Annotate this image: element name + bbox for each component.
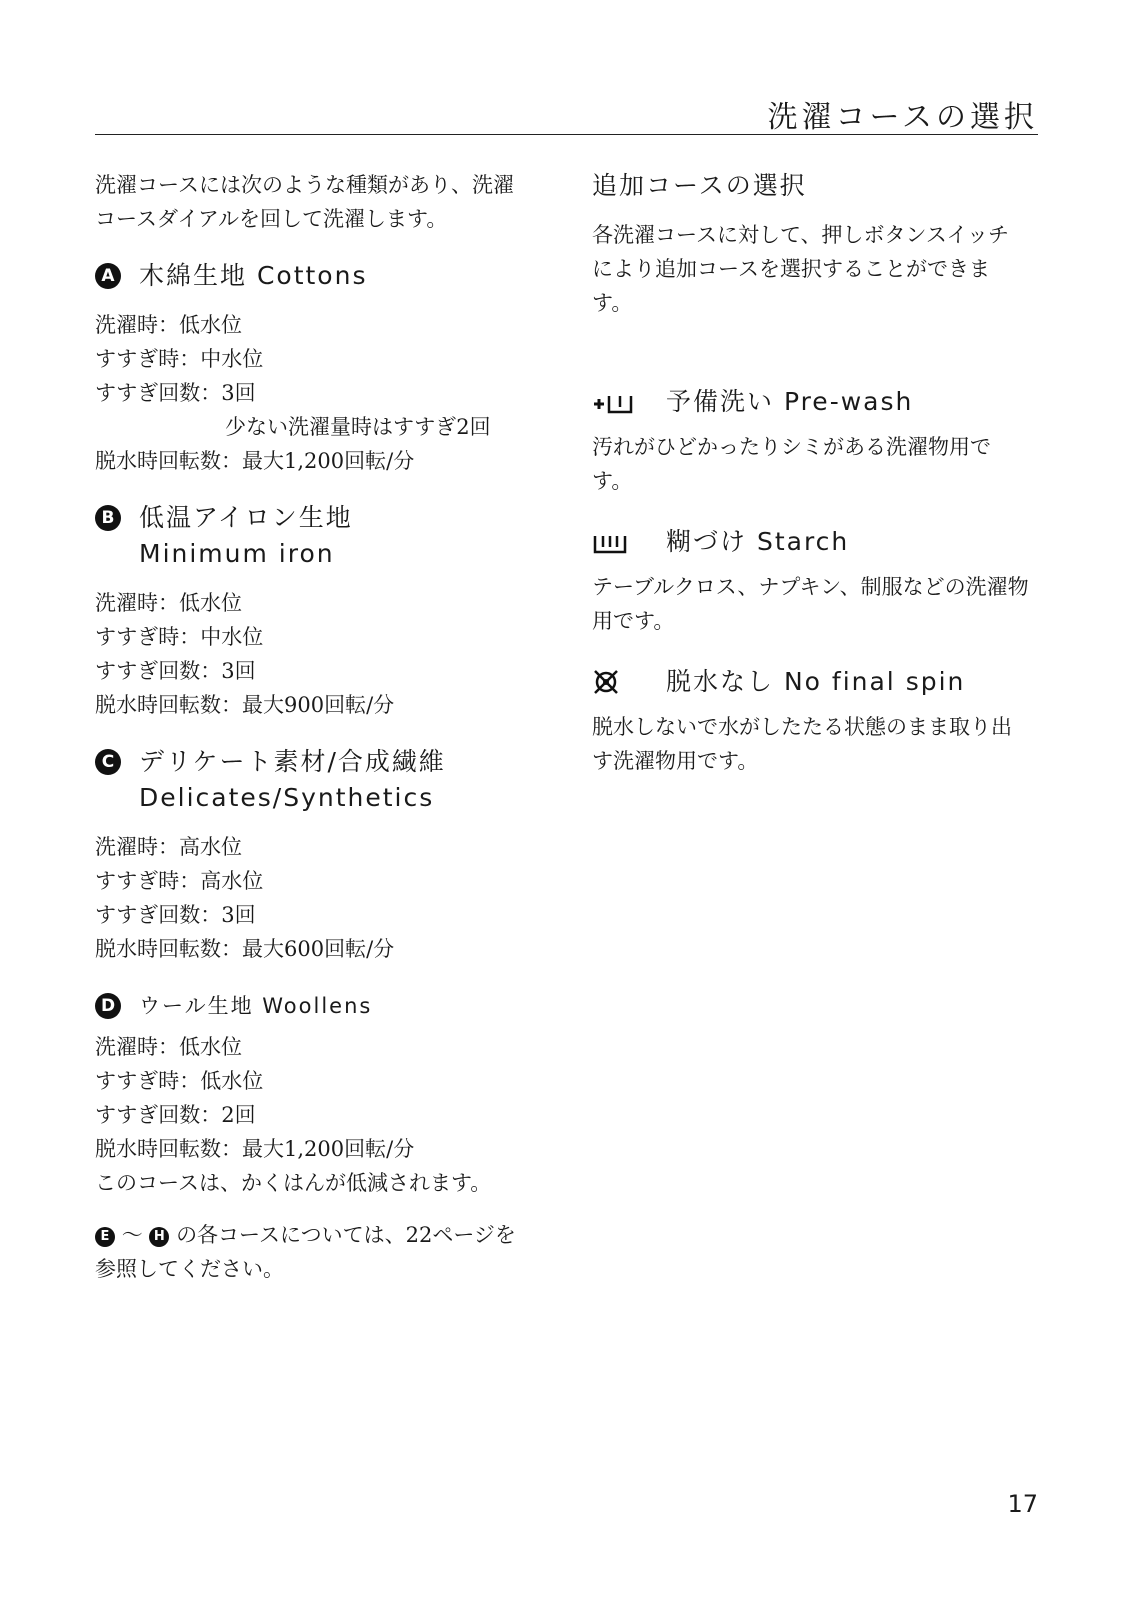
letter-badge-h: H [149, 1227, 169, 1247]
option-desc-line: 汚れがひどかったりシミがある洗濯物用で [592, 435, 991, 459]
no-spin-icon [592, 667, 642, 697]
course-letter-badge: A [95, 263, 121, 289]
spin-speed: 脱水時回転数：最大1,200回転/分 [95, 449, 415, 473]
course-d-extra-note: このコースは、かくはんが低減されます。 [95, 1171, 492, 1195]
option-prewash-heading [592, 384, 1047, 420]
letter-badge-e: E [95, 1227, 115, 1247]
intro-line-1: 洗濯コースには次のような種類があり、洗濯 [95, 173, 514, 197]
options-intro-line-2: により追加コースを選択することができま [592, 257, 990, 281]
course-a-details [95, 308, 555, 478]
course-b-heading [95, 500, 555, 572]
course-title-jp: デリケート素材/合成繊維 [139, 747, 446, 776]
starch-icon [592, 527, 642, 557]
course-title-jp: 低温アイロン生地 [139, 503, 353, 532]
rinse-count: すすぎ回数：2回 [95, 1103, 256, 1127]
options-intro-line-1: 各洗濯コースに対して、押しボタンスイッチ [592, 223, 1010, 247]
spin-speed: 脱水時回転数：最大1,200回転/分 [95, 1137, 415, 1161]
options-intro-line-3: す。 [592, 291, 633, 315]
course-c-title [139, 744, 446, 816]
course-title-jp: 木綿生地 Cottons [139, 261, 368, 290]
other-courses-note [95, 1218, 555, 1286]
page-title: 洗濯コースの選択 [767, 100, 1038, 135]
course-d-heading [95, 988, 555, 1024]
rinse-water-level: すすぎ時：低水位 [95, 1069, 264, 1093]
tilde: ～ [121, 1223, 143, 1247]
rinse-count: すすぎ回数：3回 [95, 903, 256, 927]
course-title-en: Delicates/Synthetics [139, 783, 435, 812]
option-title: 予備洗い Pre-wash [666, 387, 914, 416]
option-starch-desc [592, 570, 1047, 638]
option-desc-line: テーブルクロス、ナプキン、制服などの洗濯物 [592, 575, 1029, 599]
course-letter-badge: D [95, 993, 121, 1019]
note-line-1: の各コースについては、22ページを [176, 1223, 516, 1247]
spin-speed: 脱水時回転数：最大600回転/分 [95, 937, 395, 961]
option-no-spin-heading [592, 664, 1047, 700]
course-b-details [95, 586, 555, 722]
spin-speed: 脱水時回転数：最大900回転/分 [95, 693, 395, 717]
course-title-jp: ウール生地 Woollens [139, 994, 373, 1018]
wash-water-level: 洗濯時：高水位 [95, 835, 242, 859]
course-d-details [95, 1030, 555, 1200]
option-starch-heading [592, 524, 1047, 560]
prewash-icon [592, 387, 642, 417]
rinse-water-level: すすぎ時：中水位 [95, 347, 264, 371]
rinse-water-level: すすぎ時：高水位 [95, 869, 264, 893]
rinse-note: 少ない洗濯量時はすすぎ2回 [225, 415, 491, 439]
option-desc-line: 脱水しないで水がしたたる状態のまま取り出 [592, 715, 1012, 739]
option-desc-line: す洗濯物用です。 [592, 749, 759, 773]
option-title: 糊づけ Starch [666, 527, 850, 556]
rinse-count: すすぎ回数：3回 [95, 659, 256, 683]
option-desc-line: 用です。 [592, 609, 675, 633]
course-b-title [139, 500, 353, 572]
rinse-count: すすぎ回数：3回 [95, 381, 256, 405]
title-divider [95, 134, 1038, 135]
course-c-heading [95, 744, 555, 816]
course-a-heading [95, 258, 555, 294]
course-d-title [139, 988, 372, 1024]
option-title: 脱水なし No final spin [666, 667, 966, 696]
wash-water-level: 洗濯時：低水位 [95, 591, 242, 615]
option-prewash-desc [592, 430, 1047, 498]
course-a-title [139, 258, 367, 294]
options-intro [592, 218, 1047, 320]
wash-water-level: 洗濯時：低水位 [95, 313, 242, 337]
course-letter-badge: C [95, 749, 121, 775]
course-title-en: Minimum iron [139, 539, 335, 568]
course-letter-badge: B [95, 505, 121, 531]
note-line-2: 参照してください。 [95, 1257, 284, 1281]
page-number: 17 [1007, 1490, 1038, 1518]
intro-text [95, 168, 555, 236]
right-column [592, 168, 1047, 778]
left-column [95, 168, 555, 1286]
option-desc-line: す。 [592, 469, 633, 493]
options-heading: 追加コースの選択 [592, 171, 807, 200]
option-no-spin-desc [592, 710, 1047, 778]
course-c-details [95, 830, 555, 966]
intro-line-2: コースダイアルを回して洗濯します。 [95, 207, 448, 231]
wash-water-level: 洗濯時：低水位 [95, 1035, 242, 1059]
rinse-water-level: すすぎ時：中水位 [95, 625, 264, 649]
